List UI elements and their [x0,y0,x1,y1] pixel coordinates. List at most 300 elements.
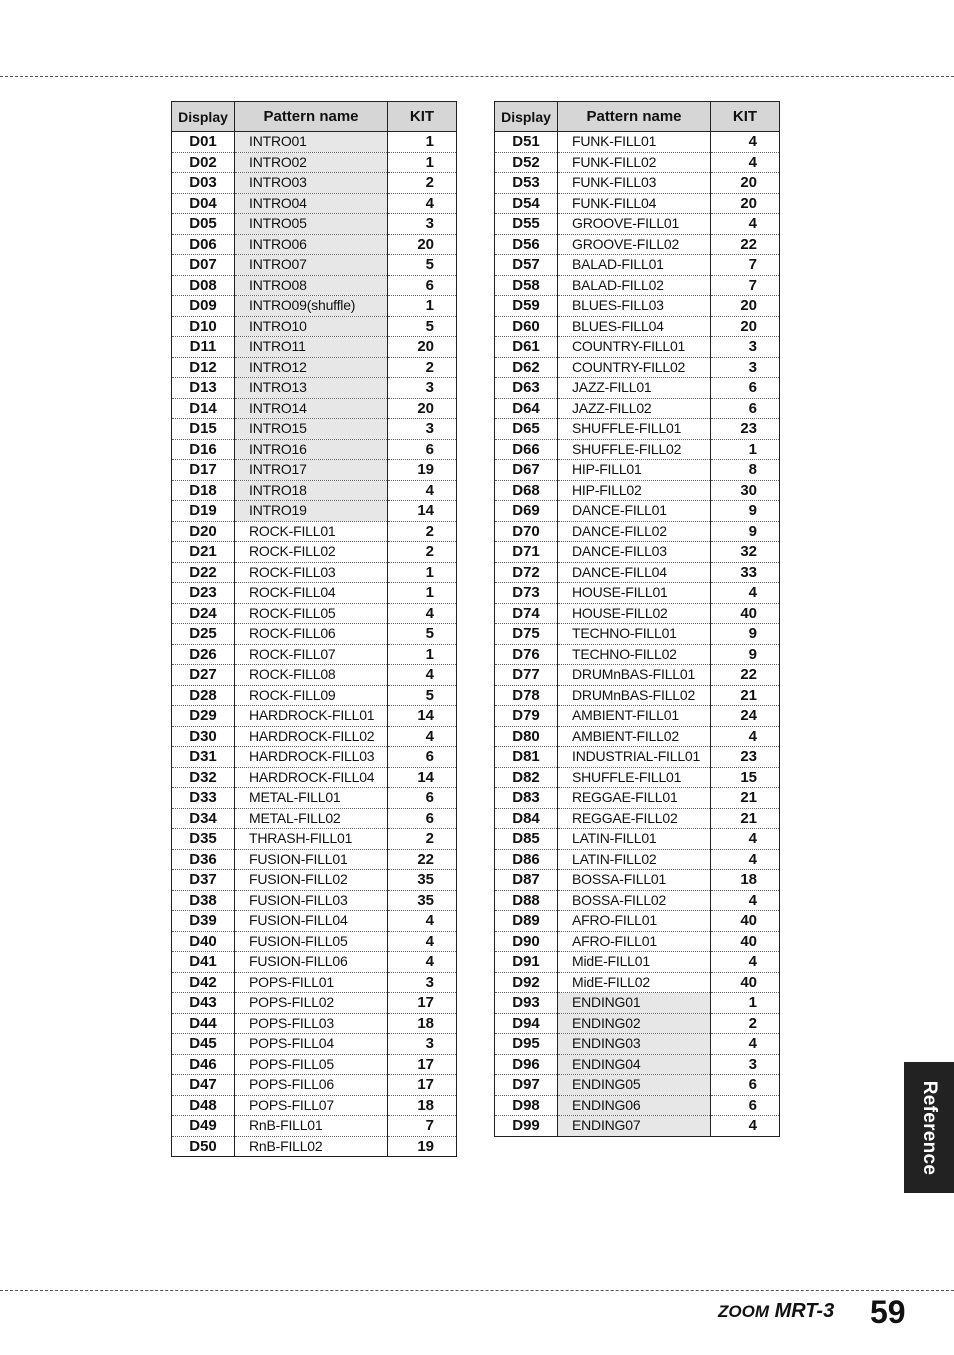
pattern-name: ROCK-FILL01 [235,521,388,542]
side-tab-label: Reference [919,1080,940,1175]
display-code: D91 [495,952,558,973]
kit-number: 35 [388,870,457,891]
kit-number: 40 [711,972,780,993]
pattern-name: COUNTRY-FILL01 [558,337,711,358]
top-dashed-rule [0,76,954,77]
kit-number: 20 [388,398,457,419]
kit-number: 1 [388,152,457,173]
table-row [172,726,457,747]
kit-number: 40 [711,911,780,932]
kit-number: 6 [711,378,780,399]
display-code: D61 [495,337,558,358]
table-row [172,685,457,706]
pattern-name: INTRO09(shuffle) [235,296,388,317]
table-row [495,685,780,706]
display-code: D44 [172,1013,235,1034]
pattern-name: TECHNO-FILL02 [558,644,711,665]
pattern-name: INTRO07 [235,255,388,276]
table-row [172,193,457,214]
header-pattern-name: Pattern name [235,102,388,132]
table-row [172,890,457,911]
kit-number: 6 [388,808,457,829]
display-code: D19 [172,501,235,522]
display-code: D40 [172,931,235,952]
table-row [172,480,457,501]
table-row [495,1013,780,1034]
table-row [172,583,457,604]
kit-number: 15 [711,767,780,788]
table-row [495,931,780,952]
display-code: D96 [495,1054,558,1075]
kit-number: 20 [711,173,780,194]
header-kit: KIT [388,102,457,132]
display-code: D41 [172,952,235,973]
kit-number: 22 [711,234,780,255]
pattern-table-left [171,101,457,1157]
model-name: MRT-3 [774,1300,835,1322]
pattern-name: INTRO18 [235,480,388,501]
table-row [495,316,780,337]
table-row [172,398,457,419]
table-row [172,747,457,768]
display-code: D97 [495,1075,558,1096]
table-row [495,296,780,317]
kit-number: 21 [711,788,780,809]
kit-number: 9 [711,501,780,522]
kit-number: 20 [388,337,457,358]
table-row [172,296,457,317]
table-row [172,808,457,829]
kit-number: 1 [388,296,457,317]
pattern-name: DANCE-FILL04 [558,562,711,583]
pattern-name: MidE-FILL01 [558,952,711,973]
pattern-name: BOSSA-FILL02 [558,890,711,911]
kit-number: 3 [711,357,780,378]
kit-number: 2 [388,542,457,563]
display-code: D95 [495,1034,558,1055]
pattern-name: POPS-FILL02 [235,993,388,1014]
display-code: D68 [495,480,558,501]
display-code: D56 [495,234,558,255]
brand-name: ZOOM [718,1302,769,1321]
kit-number: 4 [711,890,780,911]
display-code: D32 [172,767,235,788]
display-code: D64 [495,398,558,419]
kit-number: 4 [711,1034,780,1055]
display-code: D05 [172,214,235,235]
display-code: D54 [495,193,558,214]
kit-number: 24 [711,706,780,727]
pattern-name: ROCK-FILL08 [235,665,388,686]
table-row [495,378,780,399]
kit-number: 7 [388,1116,457,1137]
display-code: D99 [495,1116,558,1137]
display-code: D79 [495,706,558,727]
pattern-name: ENDING05 [558,1075,711,1096]
kit-number: 14 [388,706,457,727]
kit-number: 7 [711,255,780,276]
display-code: D24 [172,603,235,624]
pattern-name: HARDROCK-FILL02 [235,726,388,747]
kit-number: 40 [711,603,780,624]
table-row [172,562,457,583]
table-row [495,624,780,645]
pattern-name: POPS-FILL07 [235,1095,388,1116]
kit-number: 5 [388,685,457,706]
pattern-name: GROOVE-FILL02 [558,234,711,255]
table-row [172,1136,457,1157]
table-row [495,849,780,870]
kit-number: 3 [388,214,457,235]
kit-number: 4 [711,583,780,604]
kit-number: 4 [711,726,780,747]
pattern-name: REGGAE-FILL01 [558,788,711,809]
header-kit: KIT [711,102,780,132]
display-code: D39 [172,911,235,932]
display-code: D60 [495,316,558,337]
table-row [172,152,457,173]
display-code: D77 [495,665,558,686]
display-code: D30 [172,726,235,747]
kit-number: 4 [711,952,780,973]
kit-number: 2 [388,173,457,194]
display-code: D35 [172,829,235,850]
display-code: D71 [495,542,558,563]
kit-number: 20 [711,193,780,214]
kit-number: 20 [388,234,457,255]
header-row [172,102,457,132]
table-row [495,152,780,173]
display-code: D48 [172,1095,235,1116]
display-code: D01 [172,132,235,153]
pattern-name: POPS-FILL05 [235,1054,388,1075]
display-code: D15 [172,419,235,440]
pattern-name: ROCK-FILL04 [235,583,388,604]
table-row [172,1013,457,1034]
pattern-name: MidE-FILL02 [558,972,711,993]
kit-number: 3 [388,972,457,993]
pattern-name: POPS-FILL03 [235,1013,388,1034]
table-row [172,542,457,563]
pattern-name: METAL-FILL01 [235,788,388,809]
header-pattern-name: Pattern name [558,102,711,132]
table-row [495,398,780,419]
pattern-name: ROCK-FILL05 [235,603,388,624]
kit-number: 4 [388,665,457,686]
display-code: D21 [172,542,235,563]
display-code: D06 [172,234,235,255]
pattern-name: ENDING02 [558,1013,711,1034]
kit-number: 4 [748,1117,757,1135]
pattern-name: SHUFFLE-FILL01 [558,419,711,440]
pattern-name: INTRO15 [235,419,388,440]
table-row [172,706,457,727]
table-row [495,542,780,563]
table-row [172,624,457,645]
pattern-name: SHUFFLE-FILL01 [558,767,711,788]
table-row [495,665,780,686]
pattern-name: AMBIENT-FILL02 [558,726,711,747]
pattern-name: ROCK-FILL07 [235,644,388,665]
pattern-name: ROCK-FILL09 [235,685,388,706]
display-code: D66 [495,439,558,460]
display-code: D28 [172,685,235,706]
table-row [495,132,780,153]
table-row [495,993,780,1014]
display-code: D93 [495,993,558,1014]
kit-number: 17 [388,1054,457,1075]
pattern-name: HIP-FILL01 [558,460,711,481]
pattern-table-left-body [172,132,457,1157]
display-code: D04 [172,193,235,214]
table-row [495,911,780,932]
display-code: D38 [172,890,235,911]
table-row [172,214,457,235]
pattern-name: ENDING04 [558,1054,711,1075]
pattern-name: COUNTRY-FILL02 [558,357,711,378]
table-row [172,1095,457,1116]
table-row [495,1116,780,1137]
kit-number: 4 [388,480,457,501]
kit-number: 5 [388,316,457,337]
pattern-name: REGGAE-FILL02 [558,808,711,829]
pattern-name: FUNK-FILL04 [558,193,711,214]
table-row [495,1095,780,1116]
table-row [172,439,457,460]
display-code: D70 [495,521,558,542]
pattern-name: AFRO-FILL01 [558,931,711,952]
kit-number: 4 [388,911,457,932]
pattern-name: INTRO04 [235,193,388,214]
pattern-name: DANCE-FILL03 [558,542,711,563]
display-code: D62 [495,357,558,378]
table-row [172,603,457,624]
table-row [172,460,457,481]
pattern-name: AMBIENT-FILL01 [558,706,711,727]
reference-side-tab [904,1062,954,1193]
kit-number: 6 [388,275,457,296]
pattern-name: POPS-FILL06 [235,1075,388,1096]
display-code: D51 [495,132,558,153]
display-code: D73 [495,583,558,604]
table-row [495,644,780,665]
pattern-name: FUSION-FILL01 [235,849,388,870]
table-row [495,193,780,214]
table-row [495,767,780,788]
kit-number: 5 [388,255,457,276]
display-code: D58 [495,275,558,296]
pattern-name: INTRO01 [235,132,388,153]
bottom-dashed-rule [0,1290,954,1291]
display-code: D75 [495,624,558,645]
pattern-name: AFRO-FILL01 [558,911,711,932]
display-code: D85 [495,829,558,850]
table-row [172,1075,457,1096]
pattern-name: BLUES-FILL03 [558,296,711,317]
table-row [495,234,780,255]
pattern-name: POPS-FILL01 [235,972,388,993]
display-code: D43 [172,993,235,1014]
pattern-name: ENDING03 [558,1034,711,1055]
display-code: D33 [172,788,235,809]
kit-number: 3 [711,337,780,358]
pattern-name: ROCK-FILL02 [235,542,388,563]
display-code: D88 [495,890,558,911]
table-row [495,501,780,522]
display-code: D22 [172,562,235,583]
display-code: D50 [172,1136,235,1157]
table-row [172,767,457,788]
kit-number: 6 [388,747,457,768]
kit-number: 35 [388,890,457,911]
table-row [172,275,457,296]
pattern-name: FUSION-FILL04 [235,911,388,932]
kit-number: 2 [388,829,457,850]
pattern-name: ENDING06 [558,1095,711,1116]
display-code: D02 [172,152,235,173]
table-row [495,726,780,747]
kit-number: 3 [388,419,457,440]
table-row [172,644,457,665]
pattern-table-right-body [495,132,780,1137]
pattern-name: ROCK-FILL06 [235,624,388,645]
pattern-name: INTRO12 [235,357,388,378]
display-code: D74 [495,603,558,624]
display-code: D46 [172,1054,235,1075]
pattern-name: INTRO17 [235,460,388,481]
page-number: 59 [870,1294,906,1330]
kit-number: 9 [711,521,780,542]
kit-number: 3 [388,378,457,399]
display-code: D47 [172,1075,235,1096]
pattern-table-right [494,101,780,1137]
table-row [172,952,457,973]
pattern-name: FUSION-FILL05 [235,931,388,952]
kit-number: 14 [388,767,457,788]
pattern-name: FUSION-FILL06 [235,952,388,973]
kit-number: 30 [711,480,780,501]
display-code: D53 [495,173,558,194]
table-row [495,337,780,358]
pattern-name: BALAD-FILL01 [558,255,711,276]
pattern-name: INTRO11 [235,337,388,358]
display-code: D45 [172,1034,235,1055]
kit-number: 6 [711,1075,780,1096]
display-code: D87 [495,870,558,891]
table-row [495,521,780,542]
header-row [495,102,780,132]
display-code: D65 [495,419,558,440]
pattern-name: FUSION-FILL03 [235,890,388,911]
display-code: D14 [172,398,235,419]
kit-number: 4 [711,132,780,153]
kit-number: 1 [711,993,780,1014]
display-code: D80 [495,726,558,747]
table-row [172,1034,457,1055]
table-row [172,378,457,399]
display-code: D57 [495,255,558,276]
pattern-name: DRUMnBAS-FILL01 [558,665,711,686]
pattern-name: FUSION-FILL02 [235,870,388,891]
kit-number: 23 [711,747,780,768]
table-row [172,788,457,809]
pattern-name: RnB-FILL01 [235,1116,388,1137]
table-row [172,870,457,891]
table-row [172,255,457,276]
display-code: D52 [495,152,558,173]
footer-brand [718,1300,834,1323]
table-row [172,357,457,378]
table-row [172,931,457,952]
display-code: D84 [495,808,558,829]
kit-number: 18 [388,1095,457,1116]
pattern-name: HOUSE-FILL01 [558,583,711,604]
table-row [495,972,780,993]
kit-number: 40 [711,931,780,952]
kit-number: 2 [388,357,457,378]
display-code: D09 [172,296,235,317]
kit-number: 14 [388,501,457,522]
kit-number: 6 [711,398,780,419]
kit-number: 5 [388,624,457,645]
display-code: D34 [172,808,235,829]
display-code: D16 [172,439,235,460]
kit-number: 33 [711,562,780,583]
table-row [495,603,780,624]
kit-number: 4 [711,214,780,235]
pattern-name: INTRO06 [235,234,388,255]
kit-number: 20 [711,296,780,317]
kit-number: 17 [388,993,457,1014]
display-code: D82 [495,767,558,788]
kit-number: 4 [388,603,457,624]
table-row [495,1075,780,1096]
pattern-name: INTRO19 [235,501,388,522]
pattern-name: DANCE-FILL02 [558,521,711,542]
table-row [172,1116,457,1137]
table-row [495,419,780,440]
display-code: D94 [495,1013,558,1034]
pattern-name: INTRO03 [235,173,388,194]
display-code: D11 [172,337,235,358]
pattern-name: FUNK-FILL03 [558,173,711,194]
display-code: D12 [172,357,235,378]
pattern-name: JAZZ-FILL02 [558,398,711,419]
display-code: D49 [172,1116,235,1137]
table-row [172,521,457,542]
table-row [172,132,457,153]
kit-number: 1 [388,132,457,153]
table-row [495,808,780,829]
display-code: D63 [495,378,558,399]
kit-number: 1 [388,583,457,604]
kit-number: 22 [711,665,780,686]
kit-number: 20 [711,316,780,337]
display-code: D31 [172,747,235,768]
kit-number: 6 [388,788,457,809]
pattern-name: INTRO16 [235,439,388,460]
kit-number: 1 [711,439,780,460]
table-row [495,255,780,276]
display-code: D86 [495,849,558,870]
kit-number: 23 [711,419,780,440]
display-code: D69 [495,501,558,522]
table-row [172,173,457,194]
table-row [495,583,780,604]
pattern-name: POPS-FILL04 [235,1034,388,1055]
kit-number: 18 [711,870,780,891]
pattern-name: INTRO14 [235,398,388,419]
